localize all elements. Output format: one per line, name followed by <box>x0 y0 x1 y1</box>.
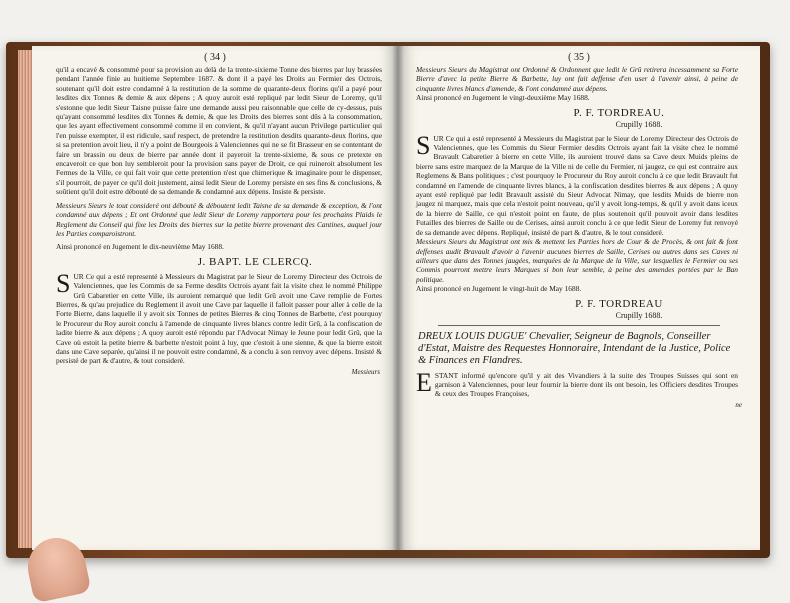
pronouncement: Ainsi prononcé en Jugement le vingt-huit de May 1688. <box>416 284 582 294</box>
section-heading: DREUX LOUIS DUGUE' Chevalier, Seigneur de Bagnols, Conseiller d'Estat, Maistre des Requestes Honnoraire, Intendant de la Justice, Police & Finances en Flandres. <box>418 330 731 366</box>
divider <box>438 325 720 326</box>
case-paragraph <box>416 130 738 237</box>
case-paragraph <box>56 268 382 366</box>
book-gutter <box>392 46 404 550</box>
final-paragraph <box>416 367 738 399</box>
page-number: ( 35 ) <box>568 52 590 63</box>
pronouncement: Ainsi prononcé en Jugement le vingt-deuxième May 1688. <box>416 93 590 103</box>
ruling-text: Messieurs Sieurs du Magistrat ont Ordonné & Ordonnent que ledit le Grû retirera incessamment sa Forte Bierre d'avec la petite Bierre & Barbette, luy ont fait deffense d'en user à l'avenir ainsi, à peine de cinquante livres blancs d'amende, & l'ont condamné aux dépens. <box>416 65 738 93</box>
drop-cap: E <box>416 367 432 397</box>
signature: P. F. TORDREAU <box>575 297 663 310</box>
signature: J. BAPT. LE CLERCQ. <box>197 255 313 268</box>
left-page <box>32 46 398 550</box>
drop-cap: S <box>56 268 71 298</box>
drop-cap: S <box>416 130 431 160</box>
continuation-text: qu'il a encavé & consommé pour sa provision au delà de la trente-sixieme Tonne des bierres par luy brassées pendant l'année finie au huitieme Septembre 1687. & dont il a payé les Droits au Fermier des Octrois, soutenant qu'il doit estre condamné à la restitution de la somme de quarante-deux florins qu'il a payé pour lesdites dix Tonnes & demie & aux dépens ; A quoy auroit esté repliqué par ledit Sieur de Loremy, qu'il s'estonne que ledit Sieur Taisne puisse faire une demande aussi peu raisonnable que celle de cy-dessus, puis qu'ayant consommé lesdites dix Tonnes & demie, & que les Droits des bierres sont dûs à la consommation, que les ayant effectivement consommé comme il en convient, & qu'il n'ayant aucun Privilege particulier qui l'en puisse exempter, il est ridicule, sauf respect, de pretendre la restitution desdits quarante-deux florins, que si sa pretention avoit lieu, il n'y a point de Bourgeois à Valenciennes qui ne se fit Brasseur en se contentant de faire un brassin ou deux de bierre par année dont il payeroit la trente-sixieme, & sous ce pretexte en encaveroit ce que bon luy sembleroit pour la provision sans payer de Droit, ce qui ruineroit absolument les Fermes de la Ville, ce qui fait voir que cette pretention n'est que chimerique & imaginaire pour le dispenser, s'il pourroit, de payer ce qu'il doit justement, ainsi ledit Sieur de Loremy persiste en ses fins & conclusions, & soûtient qu'il doit estre débouté de sa demande & condamné aux dépens. Insiste & persiste. <box>56 65 382 197</box>
page-number: ( 34 ) <box>204 52 226 63</box>
final-text: STANT informé qu'encore qu'il y ait des Vivandiers à la suite des Troupes Suisses qui sont en garnison à Valenciennes, pour leur fournir la bierre dont ils ont besoin, les Officiers desdites Troupes & ceux des Troupes Françoises, <box>434 370 738 399</box>
signature-sub: Crupilly 1688. <box>615 119 663 129</box>
catchword: Messieurs <box>351 367 380 376</box>
signature-sub: Crupilly 1688. <box>615 310 663 320</box>
catchword: ne <box>735 400 742 409</box>
right-page <box>398 46 760 550</box>
case-text: UR Ce qui a esté representé à Messieurs du Magistrat par le Sieur de Loremy Directeur des Octrois de Valenciennes, que les Commis de sa Ferme desdits Octrois ayant fait la visite chez le nommé Philippe Grû Cabaretier en cette Ville, ils auroient remarqué que ledit Grû avoit une Cave remplie de Fortes Bierres, & qu'au prejudice du Reglement il avoit une Cave par laquelle il falloit passer pour aller à celle de la Forte Bierre, dans laquelle il y avoit six Tonnes de petites Bierres & cinq Tonnes de Barbette, c'est pourquoy le Procureur du Roy auroit conclu à l'amende de cinquante livres blancs contre ledit Grû, à la confiscation de ladite bierre & aux dépens ; A quoy auroit esté répondu par l'Advocat Nimay le Jeune pour ledit Grû, que la Cave où estoit la petite bierre & barbette n'estoit point à luy, que c'estoit à une sienne, & que la bierre estoit dans une Cave separée, qu'ainsi il ne pouvoit estre condamné, & a conclu à son renvoy avec dépens. Insisté & persisté de part & d'autre, & tout consideré. <box>56 271 382 366</box>
signature: P. F. TORDREAU. <box>573 106 665 119</box>
ruling-text: Messieurs Sieurs du Magistrat ont mis & mettent les Parties hors de Cour & de Procès, & ont fait & font deffenses audit Bravault d'avoir à l'avenir aucunes bierres de Saille, Cerises ou autres dans ses Caves ni ailleurs que dans des Tonnes jaugées, marquées de la Marque de la Ville, sur lesquelles le Fermier ou ses Commis pourront mettre leurs Marques si bon leur semble, à peine des amendes portées par le Ban politique. <box>416 237 738 284</box>
pronouncement: Ainsi prononcé en Jugement le dix-neuvième May 1688. <box>56 242 224 252</box>
case-text: UR Ce qui a esté representé à Messieurs du Magistrat par le Sieur de Loremy Directeur des Octrois de Valenciennes, que les Commis du Sieur Fermier desdits Octrois ayant fait la visite chez le nommé Bravault Cabaretier à bierre en cette Ville, ils auroient trouvé dans sa Cave deux Muids pleins de bierre sans estre marquez de la Marque de la Ville ni de celle du Fermier, ni jaugez, ce qui est contraire aux Reglemens & Bans politiques ; c'est pourquoy le Procureur du Roy auroit conclu à ce que ledit Bravault fut condamné en l'amende de cinquante livres blancs, à la confiscation desdites bierres & aux dépens ; A quoy ayant esté repliqué par ledit Bravault assisté du Sieur Advocat Nimay, que lesdits Muids de bierre non jaugez ni marquez, mais que cela n'estoit point nouveau, qu'il y avoit long-temps, & qu'il y avoit dans iceux de la bierre de Saille, ce qui n'estoit point en faute, de plus soutenoit qu'il pouvoit avoir dans lesdites Futailles des bierres de Saille ou de Cerises, ainsi auroit conclu à ce que ledit Sieur de Loremy fut renvoyé de sa demande avec dépens. Repliqué, insisté de part & d'autre, & le tout consideré. <box>416 133 738 237</box>
ruling-text: Messieurs Sieurs le tout consideré ont débouté & déboutent ledit Taisne de sa demande & exception, & l'ont condamné aux dépens ; Et ont Ordonné que ledit Sieur de Loremy rapportera pour les prochains Plaids le Reglement du Conseil qui fixe les Droits des bierres sur la petite bierre provenant des Cantines, auquel jour les Parties comparoistront. <box>56 200 382 238</box>
